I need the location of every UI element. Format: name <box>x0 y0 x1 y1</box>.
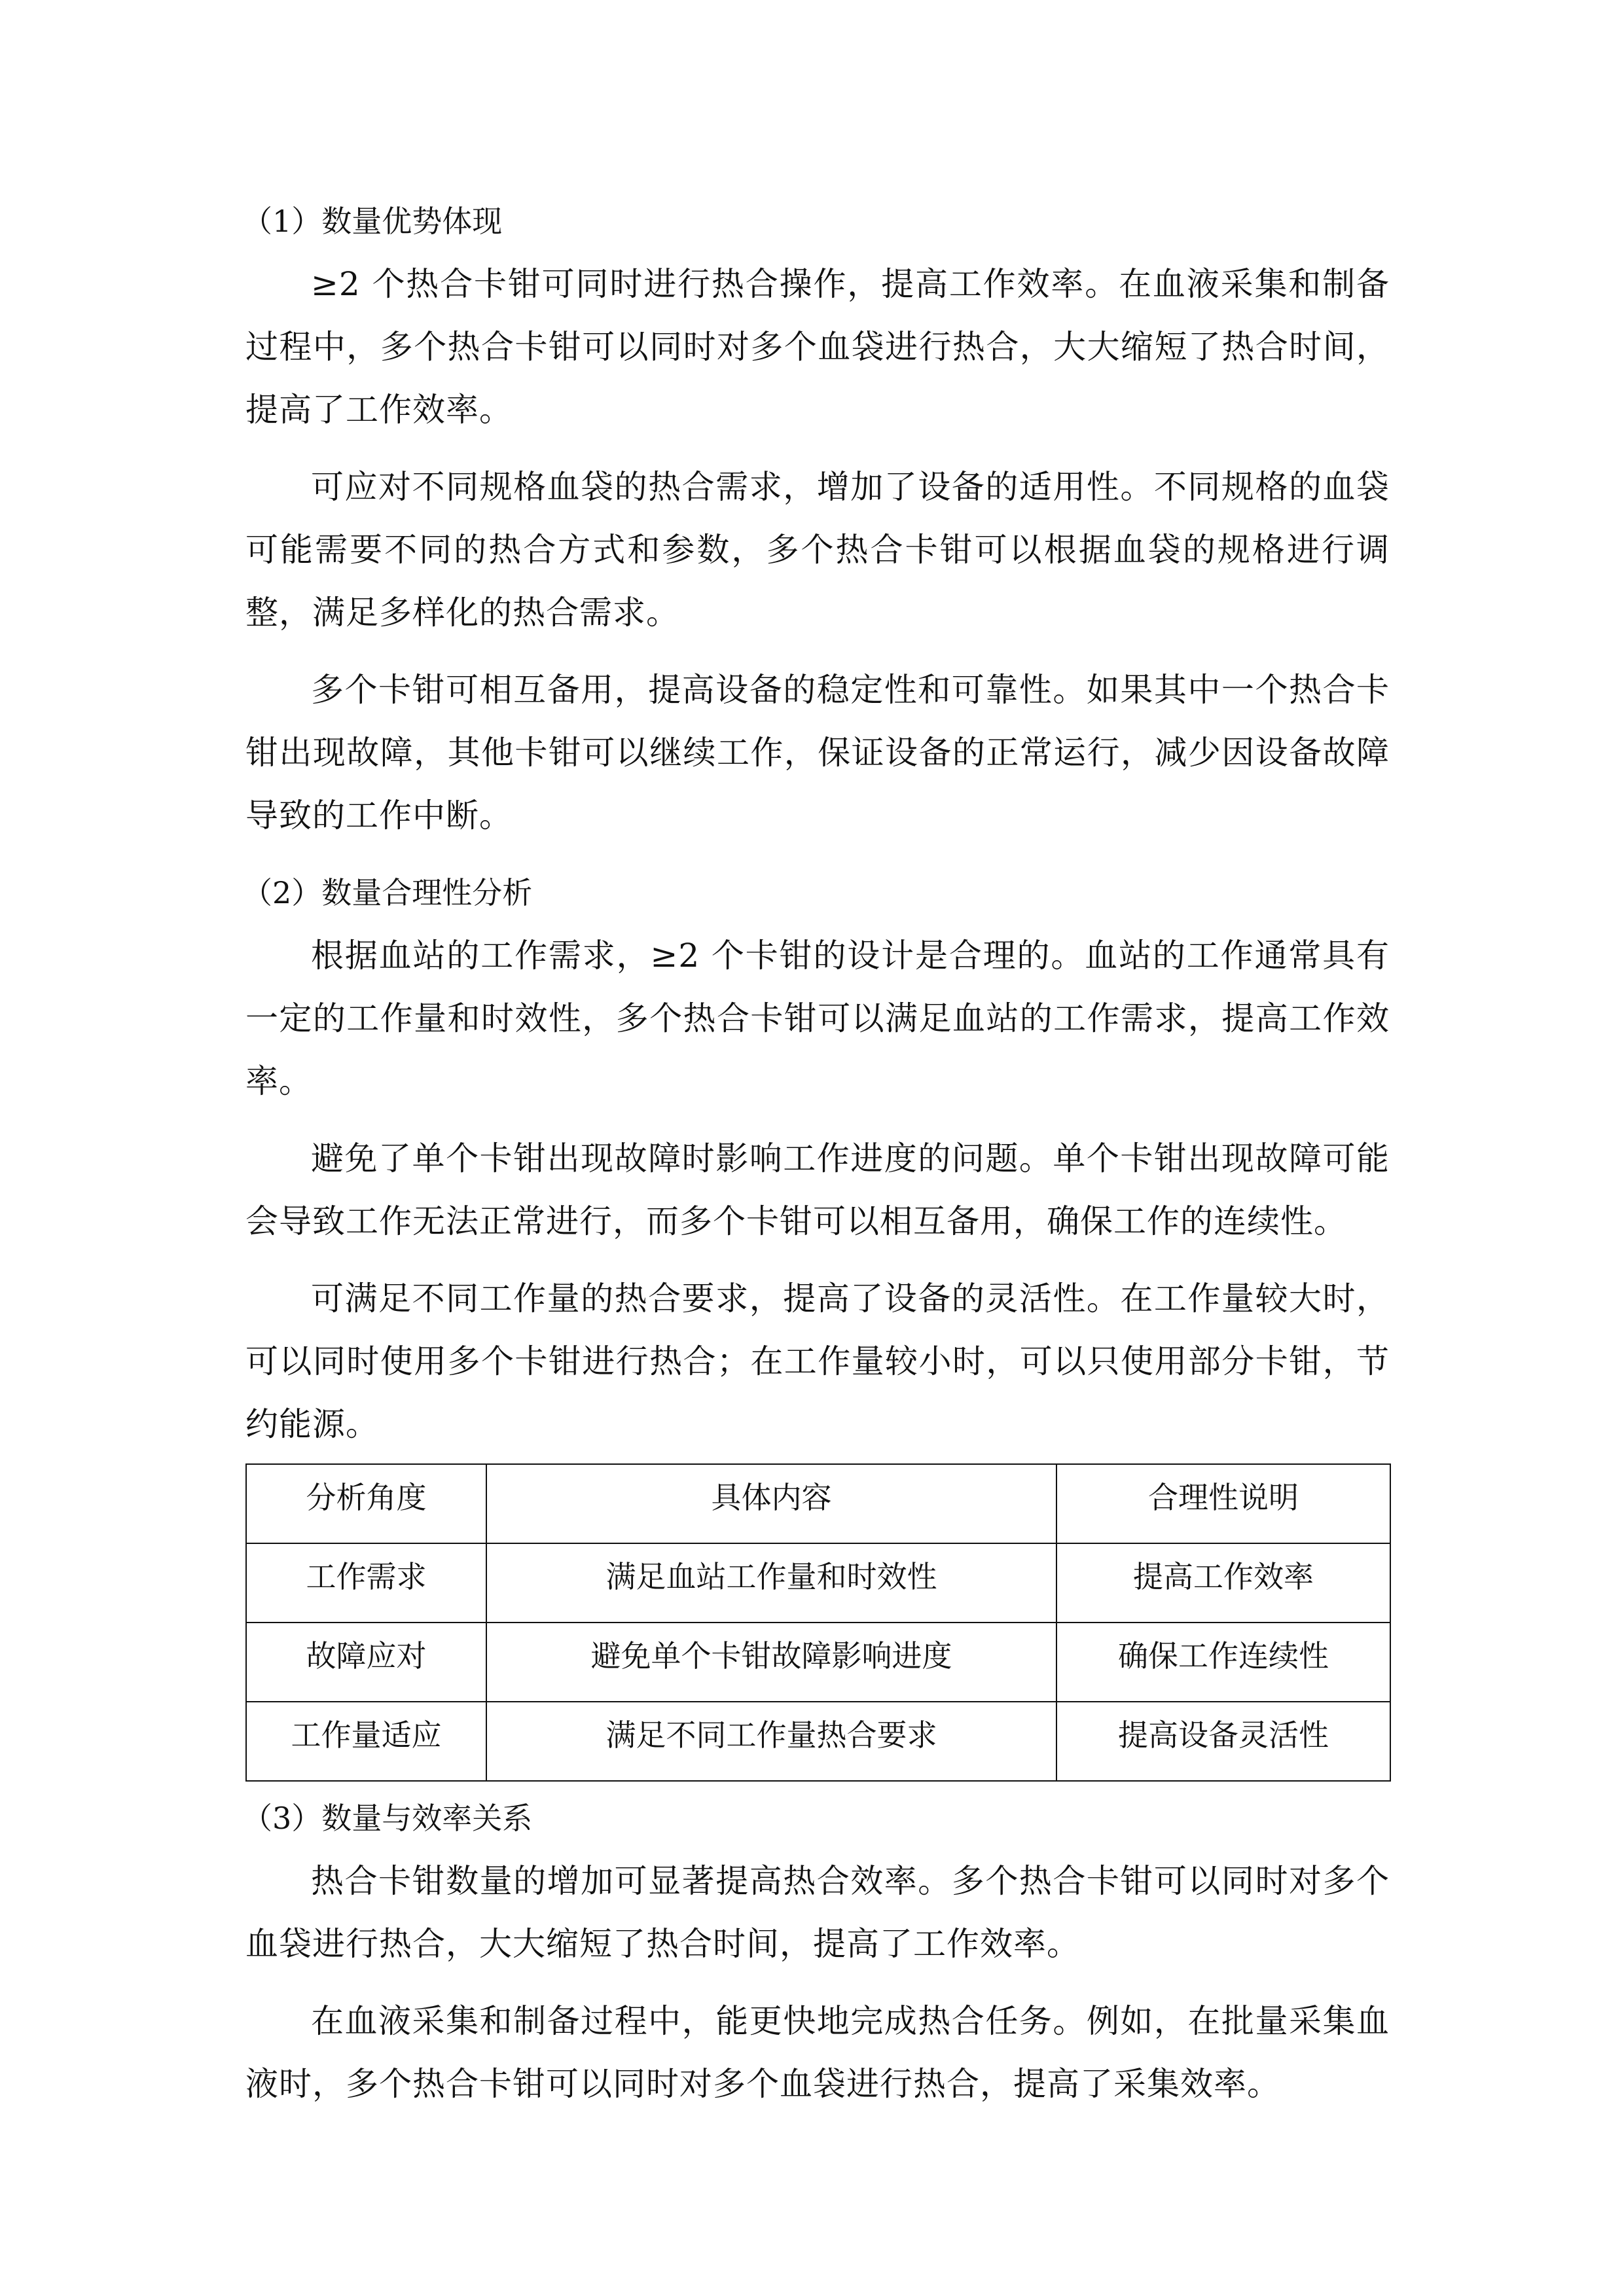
table-row <box>246 1623 1390 1702</box>
table-header-cell: 具体内容 <box>486 1464 1056 1543</box>
table-header-cell: 合理性说明 <box>1056 1464 1390 1543</box>
document-page <box>242 190 1390 2130</box>
section-1-paragraph-3: 多个卡钳可相互备用，提高设备的稳定性和可靠性。如果其中一个热合卡钳出现故障，其他卡钳可以继续工作，保证设备的正常运行，减少因设备故障导致的工作中断。 <box>245 671 1390 834</box>
table-row <box>246 1702 1390 1781</box>
section-2-paragraph-3: 可满足不同工作量的热合要求，提高了设备的灵活性。在工作量较大时，可以同时使用多个卡钳进行热合；在工作量较小时，可以只使用部分卡钳，节约能源。 <box>245 1280 1390 1443</box>
analysis-table <box>245 1463 1391 1782</box>
section-3-paragraph-1: 热合卡钳数量的增加可显著提高热合效率。多个热合卡钳可以同时对多个血袋进行热合，大大缩短了热合时间，提高了工作效率。 <box>245 1862 1390 1963</box>
table-cell: 故障应对 <box>246 1623 486 1702</box>
section-2-heading: （2）数量合理性分析 <box>242 875 533 910</box>
section-3-paragraph-2: 在血液采集和制备过程中，能更快地完成热合任务。例如，在批量采集血液时，多个热合卡钳可以同时对多个血袋进行热合，提高了采集效率。 <box>245 2002 1390 2103</box>
table-cell: 满足血站工作量和时效性 <box>486 1543 1056 1623</box>
section-2-paragraph-1: 根据血站的工作需求，≥2 个卡钳的设计是合理的。血站的工作通常具有一定的工作量和时效性，多个热合卡钳可以满足血站的工作需求，提高工作效率。 <box>245 937 1390 1100</box>
section-2-paragraph-2: 避免了单个卡钳出现故障时影响工作进度的问题。单个卡钳出现故障可能会导致工作无法正常进行，而多个卡钳可以相互备用，确保工作的连续性。 <box>245 1139 1390 1240</box>
section-1-heading: （1）数量优势体现 <box>242 204 503 239</box>
table-cell: 确保工作连续性 <box>1056 1623 1390 1702</box>
table-cell: 工作量适应 <box>246 1702 486 1781</box>
table-header-row <box>246 1464 1390 1543</box>
table-cell: 提高设备灵活性 <box>1056 1702 1390 1781</box>
table-header-cell: 分析角度 <box>246 1464 486 1543</box>
section-1-paragraph-2: 可应对不同规格血袋的热合需求，增加了设备的适用性。不同规格的血袋可能需要不同的热合方式和参数，多个热合卡钳可以根据血袋的规格进行调整，满足多样化的热合需求。 <box>245 468 1390 632</box>
table-cell: 避免单个卡钳故障影响进度 <box>486 1623 1056 1702</box>
table-row <box>246 1543 1390 1623</box>
table-cell: 工作需求 <box>246 1543 486 1623</box>
table-cell: 满足不同工作量热合要求 <box>486 1702 1056 1781</box>
section-3-heading: （3）数量与效率关系 <box>242 1801 533 1836</box>
table-cell: 提高工作效率 <box>1056 1543 1390 1623</box>
section-1-paragraph-1: ≥2 个热合卡钳可同时进行热合操作，提高工作效率。在血液采集和制备过程中，多个热合卡钳可以同时对多个血袋进行热合，大大缩短了热合时间，提高了工作效率。 <box>245 265 1390 429</box>
